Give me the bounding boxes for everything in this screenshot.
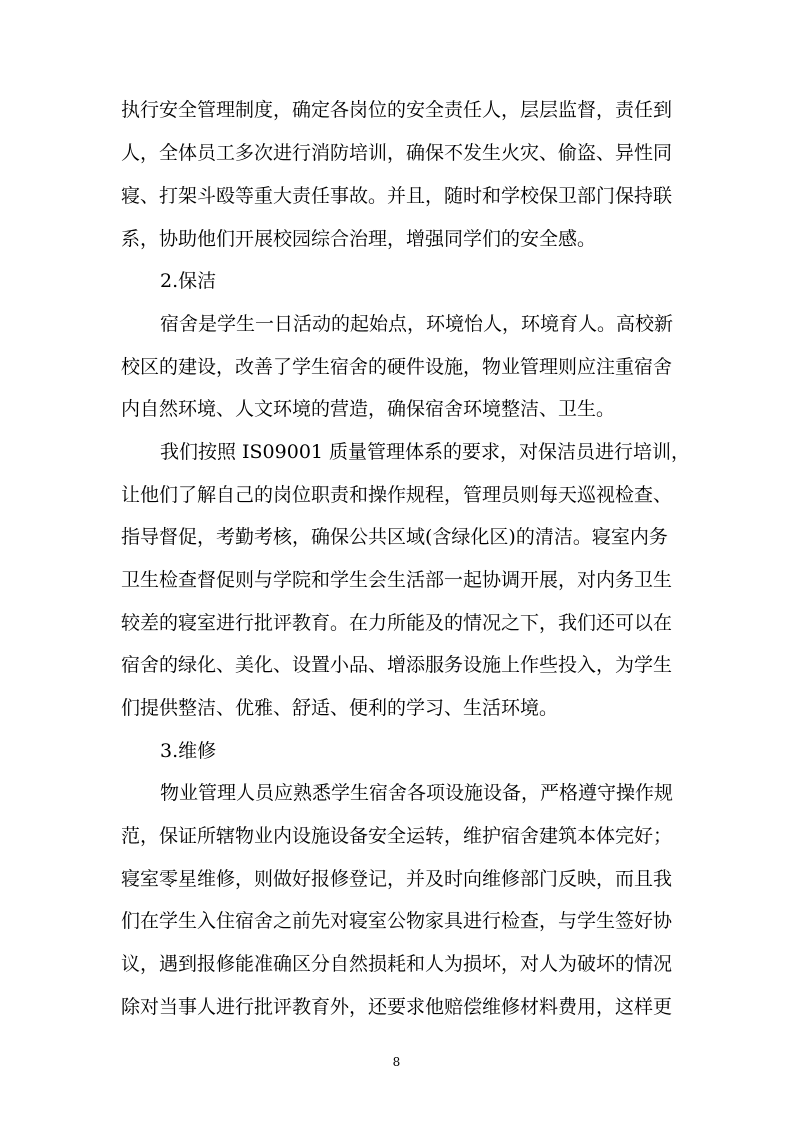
body-text-line: 校区的建设，改善了学生宿舍的硬件设施，物业管理则应注重宿舍 (121, 356, 673, 378)
section-heading-cleaning: 2.保洁 (160, 270, 217, 292)
body-text-line: 内自然环境、人文环境的营造，确保宿舍环境整洁、卫生。 (121, 398, 616, 420)
body-text-line: 宿舍的绿化、美化、设置小品、增添服务设施上作些投入，为学生 (121, 654, 673, 676)
body-text-line: 范，保证所辖物业内设施设备安全运转，维护宿舍建筑本体完好； (121, 825, 673, 847)
body-text-line: 除对当事人进行批评教育外，还要求他赔偿维修材料费用，这样更 (121, 996, 673, 1018)
body-text-line: 执行安全管理制度，确定各岗位的安全责任人，层层监督，责任到 (121, 99, 673, 121)
body-text-line: 议，遇到报修能准确区分自然损耗和人为损坏，对人为破坏的情况 (121, 953, 673, 975)
body-text-line: 我们按照 IS09001 质量管理体系的要求，对保洁员进行培训， (160, 441, 691, 463)
body-text-line: 较差的寝室进行批评教育。在力所能及的情况之下，我们还可以在 (121, 612, 673, 634)
body-text-line: 寝室零星维修，则做好报修登记，并及时向维修部门反映，而且我 (121, 868, 673, 890)
body-text-line: 物业管理人员应熟悉学生宿舍各项设施设备，严格遵守操作规 (160, 782, 674, 804)
page-number: 8 (392, 1055, 401, 1069)
body-text-line: 卫生检查督促则与学院和学生会生活部一起协调开展，对内务卫生 (121, 569, 673, 591)
body-text-line: 指导督促，考勤考核，确保公共区域(含绿化区)的清洁。寝室内务 (121, 526, 668, 548)
body-text-line: 让他们了解自己的岗位职责和操作规程，管理员则每天巡视检查、 (121, 484, 673, 506)
section-heading-repair: 3.维修 (160, 740, 217, 762)
body-text-line: 寝、打架斗殴等重大责任事故。并且，随时和学校保卫部门保持联 (121, 185, 673, 207)
body-text-line: 系，协助他们开展校园综合治理，增强同学们的安全感。 (121, 228, 597, 250)
body-text-line: 人，全体员工多次进行消防培训，确保不发生火灾、偷盗、异性同 (121, 142, 673, 164)
body-text-line: 们提供整洁、优雅、舒适、便利的学习、生活环境。 (121, 697, 559, 719)
body-text-line: 宿舍是学生一日活动的起始点，环境怡人，环境育人。高校新 (160, 313, 674, 335)
body-text-line: 们在学生入住宿舍之前先对寝室公物家具进行检查，与学生签好协 (121, 910, 673, 932)
